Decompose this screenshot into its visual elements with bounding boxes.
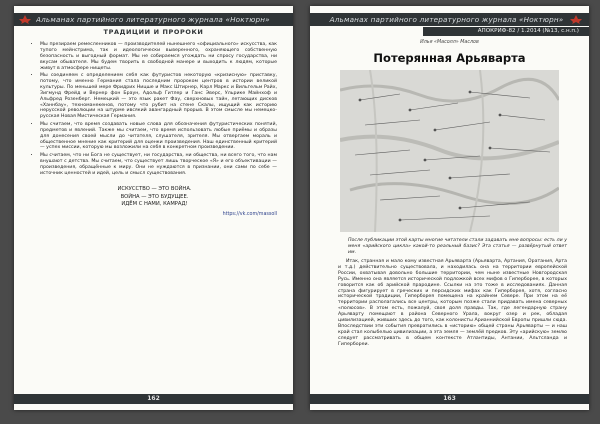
manifesto-paragraph-3: • Мы считаем, что время создавать новые слова для обозначения футуристических понятий, предметов и явлений. Также мы считаем, что время использовать любые приёмы и образы для донесения своей мысли до читателя, слушателя, зрителя. Мы отвергаем мораль и общественное мнение как критерий для оценки произведения. Наш единственный критерий — успех миссии, которую мы возложили на себя в конкретном произведении. xyxy=(40,122,277,152)
page-header xyxy=(310,13,589,26)
page-number: 163 xyxy=(310,394,589,404)
slogan-line-2: ВОЙНА — ЭТО БУДУЩЕЕ. xyxy=(120,193,189,200)
page-header xyxy=(14,13,293,26)
page-number: 162 xyxy=(14,394,293,404)
article-body: Итак, странная и мало кому известная Арьяварта (Арьяварта, Артания, Оратания, Арта и т.д.) действительно существовала, и находилась она на территории европейской России, охватывая довольно большие территории, чем ныне известные Новгородская Русь. Именно она является исторической подложкой всех мифов о Гиперборее, в которых говорится как об арийской прародине. Ссылки на это тоже в исследованиях. Данная страна фигурирует в греческих и персидских мифах как Гиперборея, хотя, согласно исторической традиции, Гиперборея помещена на крайнем Севере. При этом на её территории располагались все центры, которым позже стали придавать имена северных «полюсов». В этом есть, пожалуй, своя доля правды. Так, где легендарную страну Арьяварту помещают в района Северного Урала, вокруг озер и рек, обладая цивилизацией, живших здесь до того, как колонисты Арианнийской Европы пришли сюда. Впоследствии эти события превратились в «историю» общей страны Арьяварты — и наш край стал колыбелью цивилизации, а эта земля — землёй предков. Эту «арийскую» землю следует рассматривать в общем контексте Атлантиды, Антании, Альтсланда и Гипербореи. xyxy=(338,259,567,347)
vk-link[interactable]: https://vk.com/massoll xyxy=(222,212,277,218)
section-title: ТРАДИЦИИ И ПРОРОКИ xyxy=(103,28,204,36)
slogan-line-3: ИДЁМ С НАМИ, КАМРАД! xyxy=(121,200,188,207)
manifesto-paragraph-2: • Мы соединяем с определением себя как футуристов некоторую «кризисную» приставку, потому, что именно Германия стала последним пророком центров в истории великой культуры. По меньшей мере Фридрих Ницше и Макс Штирнер, Карл Маркс и Вильгельм Райх, Зигмунд Фрейд и Вернер фон Браун, Адольф Гитлер и Ганс Эверс, Ульрике Майнхоф и Альфред Розенберг. Немецкий — это язык ракет Фау, сверхновых тайн, летающих дисков «Ханнбау», техноманекенов, потому что рубит на стене Скалы, ищущий как историю нерусской революции на штурме ивсякий авангардный прорыв. В этом смысле мы немецко-русская Новая Мистическая Германия. xyxy=(40,73,277,120)
slogan-line-1: ИСКУССТВО — ЭТО ВОЙНА. xyxy=(117,186,192,193)
manifesto-paragraph-4: • Мы считаем, что ни Бога не существует, ни государства, ни общества, ни всего того, что нам внушают с детства. Мы считаем, что существует лишь творческое «Я» и его объективации — произведения, обращённые к миру. Они не нуждаются в признании, они сами по себе — источник ценностей и идей, цель и смысл существования. xyxy=(40,153,277,177)
article-author: Илья «Масолл» Маслов xyxy=(420,40,479,45)
manifesto-paragraph-1: • Мы презираем ремесленников — производителей нынешнего «официального» искусства, как тупого мейнстрима, так и идеологически выверенного, охраняющего собственную безопасность и выгодный формат. Мы не собираемся угождать ни спросу государства, ни вкусам обывателя. Мы будем творить в свободной манере и выходить к людям, которые живут в атмосфере нищеты. xyxy=(40,42,277,72)
header-title: Альманах партийного литературного журнала «Ноктюрн» xyxy=(36,15,270,24)
left-page xyxy=(14,6,293,410)
article-title: Потерянная Арьяварта xyxy=(373,51,526,65)
almanac-logo-icon xyxy=(569,14,583,25)
manifesto-text xyxy=(32,42,277,218)
map-image xyxy=(340,70,559,232)
header-title: Альманах партийного литературного журнала «Ноктюрн» xyxy=(329,15,564,24)
right-page xyxy=(310,6,589,410)
issue-label: АПОКРИФ-82 / 1.2014 (№13, с.н.п.) xyxy=(423,27,589,36)
almanac-logo-icon xyxy=(18,14,32,25)
map-caption: После публикации этой карты многие читатели стали задавать мне вопросы: есть ли у меня «арийского цикла» какой-то реальный базис? Эта статья — развёрнутый ответ им. xyxy=(348,238,567,255)
closing-slogan xyxy=(32,186,277,208)
